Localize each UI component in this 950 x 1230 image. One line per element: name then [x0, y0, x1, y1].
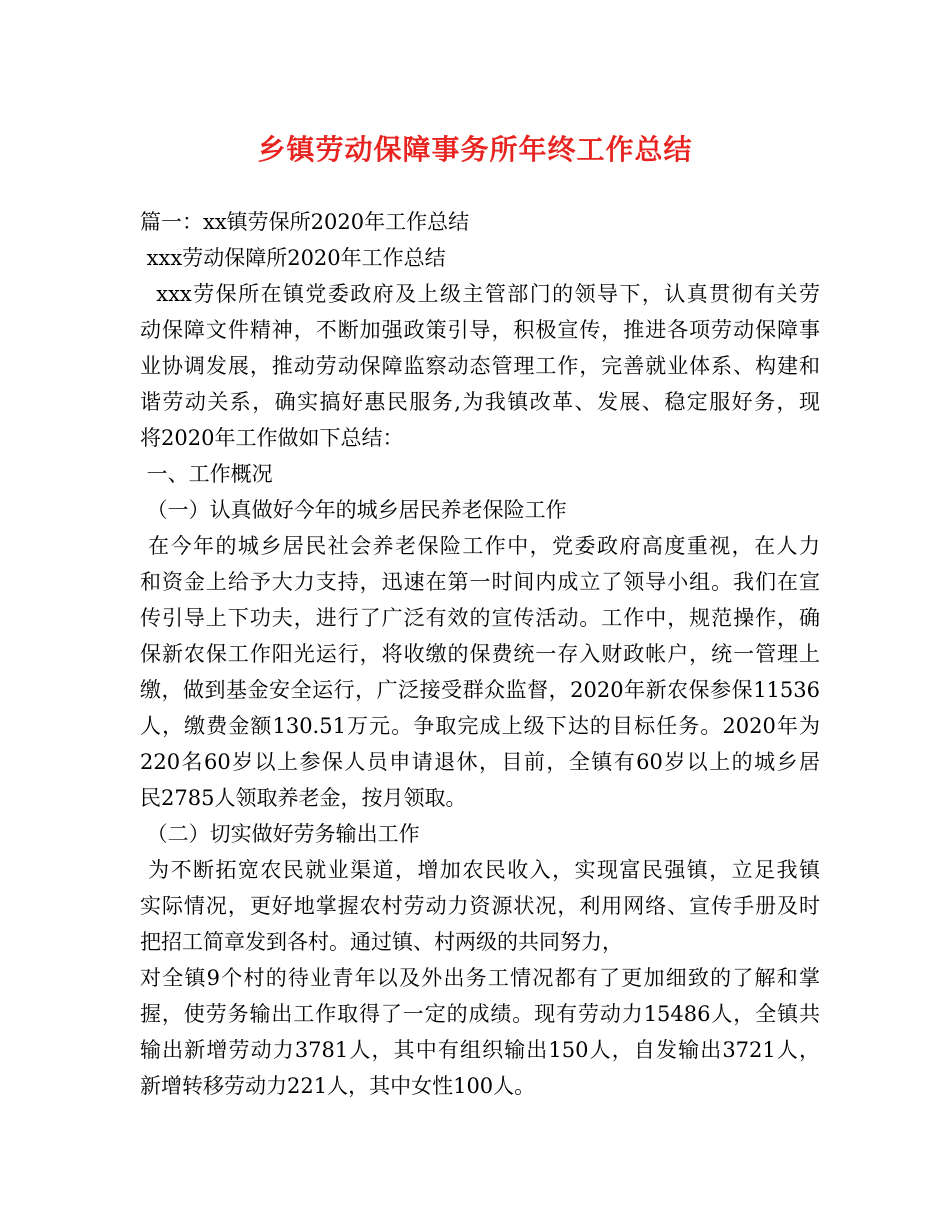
text-line: 输出新增劳动力3781人，其中有组织输出150人，自发输出3721人，: [140, 1038, 820, 1062]
text-line: 民2785人领取养老金，按月领取。: [140, 786, 467, 810]
text-line: 握，使劳务输出工作取得了一定的成绩。现有劳动力15486人，全镇共: [140, 1002, 820, 1026]
text-line: xxx劳保所在镇党委政府及上级主管部门的领导下，认真贯彻有关劳: [140, 282, 820, 306]
text-line: xxx劳动保障所2020年工作总结: [140, 246, 446, 270]
text-line: 篇一：xx镇劳保所2020年工作总结: [140, 210, 470, 234]
text-line: 新增转移劳动力221人，其中女性100人。: [140, 1074, 536, 1098]
text-line: 缴，做到基金安全运行，广泛接受群众监督，2020年新农保参保11536: [140, 678, 820, 702]
text-line: 业协调发展，推动劳动保障监察动态管理工作，完善就业体系、构建和: [140, 354, 820, 378]
text-line: 把招工简章发到各村。通过镇、村两级的共同努力，: [140, 930, 623, 954]
text-line: 在今年的城乡居民社会养老保险工作中，党委政府高度重视，在人力: [140, 534, 820, 558]
subsection-heading: （一）认真做好今年的城乡居民养老保险工作: [140, 498, 567, 522]
text-line: 为不断拓宽农民就业渠道，增加农民收入，实现富民强镇，立足我镇: [140, 858, 820, 882]
text-line: 动保障文件精神，不断加强政策引导，积极宣传，推进各项劳动保障事: [140, 318, 820, 342]
text-line: 实际情况，更好地掌握农村劳动力资源状况，利用网络、宣传手册及时: [140, 894, 820, 918]
text-line: 对全镇9个村的待业青年以及外出务工情况都有了更加细致的了解和掌: [140, 966, 820, 990]
text-line: 保新农保工作阳光运行，将收缴的保费统一存入财政帐户，统一管理上: [140, 642, 820, 666]
text-line: 传引导上下功夫，进行了广泛有效的宣传活动。工作中，规范操作，确: [140, 606, 820, 630]
document-title: 乡镇劳动保障事务所年终工作总结: [257, 133, 693, 166]
document-body: [140, 204, 820, 1104]
text-line: 人，缴费金额130.51万元。争取完成上级下达的目标任务。2020年为: [140, 714, 820, 738]
section-heading: 一、工作概况: [140, 462, 273, 486]
text-line: 谐劳动关系，确实搞好惠民服务,为我镇改革、发展、稳定服好务，现: [140, 390, 820, 414]
subsection-heading: （二）切实做好劳务输出工作: [140, 822, 420, 846]
text-line: 将2020年工作做如下总结：: [140, 426, 404, 450]
text-line: 220名60岁以上参保人员申请退休，目前，全镇有60岁以上的城乡居: [140, 750, 820, 774]
text-line: 和资金上给予大力支持，迅速在第一时间内成立了领导小组。我们在宣: [140, 570, 820, 594]
